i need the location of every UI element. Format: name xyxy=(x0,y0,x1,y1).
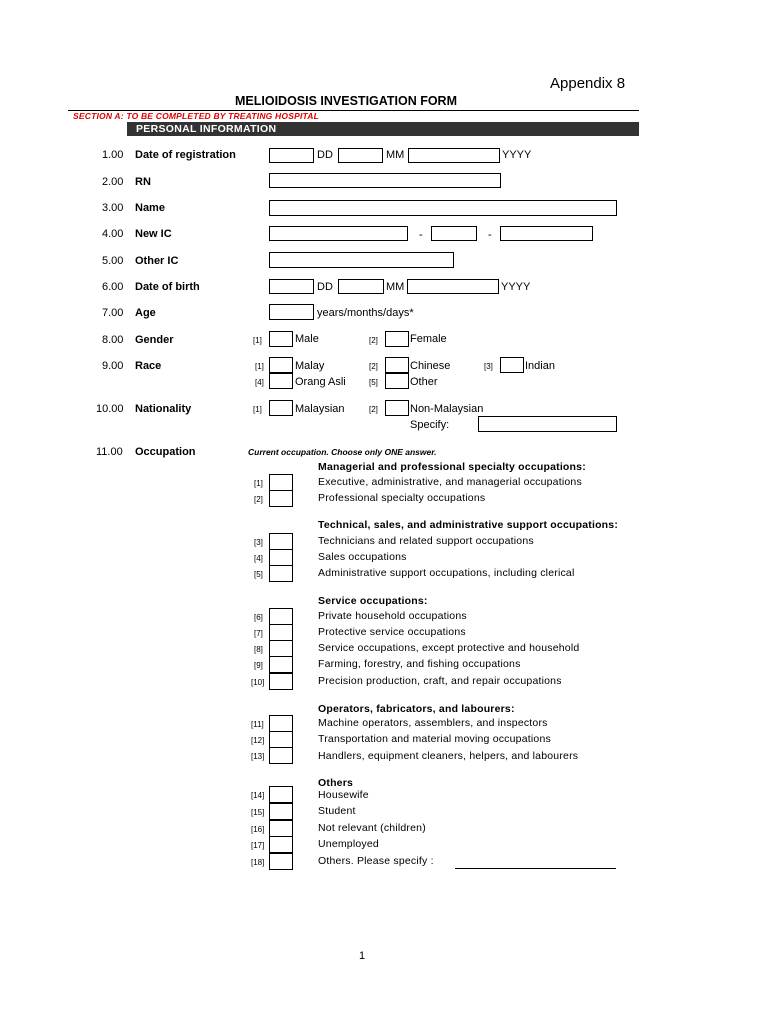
occupation-6-checkbox[interactable] xyxy=(269,608,293,625)
gender-female-label: Female xyxy=(410,333,447,345)
race-label: Race xyxy=(135,360,162,372)
race-code-2: [2] xyxy=(369,362,378,371)
occupation-15-checkbox[interactable] xyxy=(269,803,293,820)
occupation-4-label: Sales occupations xyxy=(318,551,407,563)
occupation-group-operators: Operators, fabricators, and labourers: xyxy=(318,703,515,715)
newic-dash-1: - xyxy=(419,229,423,241)
gender-code-2: [2] xyxy=(369,336,378,345)
occupation-code: [11] xyxy=(251,720,264,729)
occupation-group-managerial: Managerial and professional specialty occupations: xyxy=(318,461,586,473)
occupation-8-label: Service occupations, except protective and household xyxy=(318,642,580,654)
reg-month-field[interactable] xyxy=(338,148,383,163)
dob-mm-label: MM xyxy=(386,281,405,293)
occupation-code: [10] xyxy=(251,678,265,687)
occupation-code: [15] xyxy=(251,808,265,817)
gender-code-1: [1] xyxy=(253,336,262,345)
appendix-label: Appendix 8 xyxy=(550,75,626,92)
race-malay-checkbox[interactable] xyxy=(269,357,293,373)
occupation-14-checkbox[interactable] xyxy=(269,786,293,803)
race-code-3: [3] xyxy=(484,362,493,371)
others-specify-line[interactable] xyxy=(455,868,616,869)
occupation-5-label: Administrative support occupations, including clerical xyxy=(318,567,575,579)
occupation-12-label: Transportation and material moving occupations xyxy=(318,733,551,745)
race-number: 9.00 xyxy=(102,360,124,372)
rn-label: RN xyxy=(135,176,151,188)
dob-number: 6.00 xyxy=(102,281,124,293)
race-code-1: [1] xyxy=(255,362,264,371)
occupation-code: [16] xyxy=(251,825,265,834)
form-title: MELIOIDOSIS INVESTIGATION FORM xyxy=(235,94,457,108)
personal-information-bar: PERSONAL INFORMATION xyxy=(127,122,639,136)
occupation-3-label: Technicians and related support occupations xyxy=(318,535,534,547)
nationality-malaysian-checkbox[interactable] xyxy=(269,400,293,416)
age-label: Age xyxy=(135,307,156,319)
race-orang-asli-label: Orang Asli xyxy=(295,376,346,388)
occupation-5-checkbox[interactable] xyxy=(269,565,293,582)
occupation-label: Occupation xyxy=(135,446,196,458)
section-a-label: SECTION A: TO BE COMPLETED BY TREATING HOSPITAL xyxy=(73,111,319,121)
newic-part1-field[interactable] xyxy=(269,226,408,241)
reg-number: 1.00 xyxy=(102,149,124,161)
occupation-code: [1] xyxy=(254,479,263,488)
reg-dd-label: DD xyxy=(317,149,333,161)
newic-part3-field[interactable] xyxy=(500,226,593,241)
gender-number: 8.00 xyxy=(102,334,124,346)
occupation-11-checkbox[interactable] xyxy=(269,715,293,732)
nationality-specify-label: Specify: xyxy=(410,419,450,431)
race-orang-asli-checkbox[interactable] xyxy=(269,373,293,389)
occupation-note: Current occupation. Choose only ONE answer. xyxy=(248,447,437,457)
page-number: 1 xyxy=(359,950,366,962)
occupation-group-others: Others xyxy=(318,777,354,789)
race-code-5: [5] xyxy=(369,378,378,387)
occupation-2-label: Professional specialty occupations xyxy=(318,492,486,504)
reg-year-field[interactable] xyxy=(408,148,500,163)
occupation-17-label: Unemployed xyxy=(318,838,379,850)
occupation-code: [2] xyxy=(254,495,263,504)
rn-number: 2.00 xyxy=(102,176,124,188)
occupation-code: [12] xyxy=(251,736,265,745)
name-label: Name xyxy=(135,202,165,214)
occupation-15-label: Student xyxy=(318,805,356,817)
race-indian-checkbox[interactable] xyxy=(500,357,524,373)
occupation-10-checkbox[interactable] xyxy=(269,673,293,690)
occupation-code: [6] xyxy=(254,613,263,622)
occupation-13-checkbox[interactable] xyxy=(269,747,293,764)
occupation-12-checkbox[interactable] xyxy=(269,731,293,748)
occupation-17-checkbox[interactable] xyxy=(269,836,293,853)
dob-yyyy-label: YYYY xyxy=(501,281,531,293)
race-other-label: Other xyxy=(410,376,438,388)
gender-label: Gender xyxy=(135,334,174,346)
occupation-1-checkbox[interactable] xyxy=(269,474,293,491)
name-number: 3.00 xyxy=(102,202,124,214)
occupation-18-label: Others. Please specify : xyxy=(318,855,434,867)
nationality-malaysian-label: Malaysian xyxy=(295,403,345,415)
occupation-16-label: Not relevant (children) xyxy=(318,822,426,834)
reg-yyyy-label: YYYY xyxy=(502,149,532,161)
dob-day-field[interactable] xyxy=(269,279,314,294)
gender-male-checkbox[interactable] xyxy=(269,331,293,347)
newic-label: New IC xyxy=(135,228,172,240)
occupation-code: [18] xyxy=(251,858,265,867)
occupation-group-service: Service occupations: xyxy=(318,595,428,607)
occupation-10-label: Precision production, craft, and repair occupations xyxy=(318,675,562,687)
rn-field[interactable] xyxy=(269,173,501,188)
occupation-code: [17] xyxy=(251,841,265,850)
occupation-code: [7] xyxy=(254,629,263,638)
reg-label: Date of registration xyxy=(135,149,236,161)
race-chinese-label: Chinese xyxy=(410,360,451,372)
gender-male-label: Male xyxy=(295,333,319,345)
occupation-group-technical: Technical, sales, and administrative support occupations: xyxy=(318,519,619,531)
occupation-9-checkbox[interactable] xyxy=(269,656,293,673)
race-malay-label: Malay xyxy=(295,360,325,372)
age-number: 7.00 xyxy=(102,307,124,319)
occupation-1-label: Executive, administrative, and managerial occupations xyxy=(318,476,582,488)
nationality-non-malaysian-label: Non-Malaysian xyxy=(410,403,484,415)
occupation-7-label: Protective service occupations xyxy=(318,626,466,638)
occupation-code: [13] xyxy=(251,752,265,761)
newic-dash-2: - xyxy=(488,229,492,241)
otheric-field[interactable] xyxy=(269,252,454,268)
occupation-7-checkbox[interactable] xyxy=(269,624,293,641)
dob-label: Date of birth xyxy=(135,281,200,293)
occupation-16-checkbox[interactable] xyxy=(269,820,293,837)
age-field[interactable] xyxy=(269,304,314,320)
newic-part2-field[interactable] xyxy=(431,226,477,241)
reg-mm-label: MM xyxy=(386,149,405,161)
occupation-13-label: Handlers, equipment cleaners, helpers, and labourers xyxy=(318,750,579,762)
occupation-14-label: Housewife xyxy=(318,789,369,801)
occupation-code: [14] xyxy=(251,791,265,800)
name-field[interactable] xyxy=(269,200,617,216)
occupation-code: [9] xyxy=(254,661,263,670)
occupation-code: [8] xyxy=(254,645,263,654)
nationality-code-2: [2] xyxy=(369,405,378,414)
dob-month-field[interactable] xyxy=(338,279,384,294)
gender-female-checkbox[interactable] xyxy=(385,331,409,347)
occupation-code: [5] xyxy=(254,570,263,579)
nationality-non-malaysian-checkbox[interactable] xyxy=(385,400,409,416)
occupation-code: [4] xyxy=(254,554,263,563)
dob-dd-label: DD xyxy=(317,281,333,293)
nationality-label: Nationality xyxy=(135,403,192,415)
race-chinese-checkbox[interactable] xyxy=(385,357,409,373)
occupation-4-checkbox[interactable] xyxy=(269,549,293,566)
occupation-number: 11.00 xyxy=(96,446,123,458)
nationality-specify-field[interactable] xyxy=(478,416,617,432)
occupation-18-checkbox[interactable] xyxy=(269,853,293,870)
otheric-label: Other IC xyxy=(135,255,179,267)
occupation-2-checkbox[interactable] xyxy=(269,490,293,507)
race-indian-label: Indian xyxy=(525,360,555,372)
occupation-code: [3] xyxy=(254,538,263,547)
age-unit: years/months/days* xyxy=(317,307,414,319)
dob-year-field[interactable] xyxy=(407,279,499,294)
nationality-number: 10.00 xyxy=(96,403,124,415)
newic-number: 4.00 xyxy=(102,228,124,240)
reg-day-field[interactable] xyxy=(269,148,314,163)
occupation-6-label: Private household occupations xyxy=(318,610,467,622)
race-other-checkbox[interactable] xyxy=(385,373,409,389)
race-code-4: [4] xyxy=(255,378,264,387)
occupation-9-label: Farming, forestry, and fishing occupations xyxy=(318,658,521,670)
occupation-11-label: Machine operators, assemblers, and inspectors xyxy=(318,717,548,729)
nationality-code-1: [1] xyxy=(253,405,262,414)
occupation-3-checkbox[interactable] xyxy=(269,533,293,550)
otheric-number: 5.00 xyxy=(102,255,124,267)
occupation-8-checkbox[interactable] xyxy=(269,640,293,657)
